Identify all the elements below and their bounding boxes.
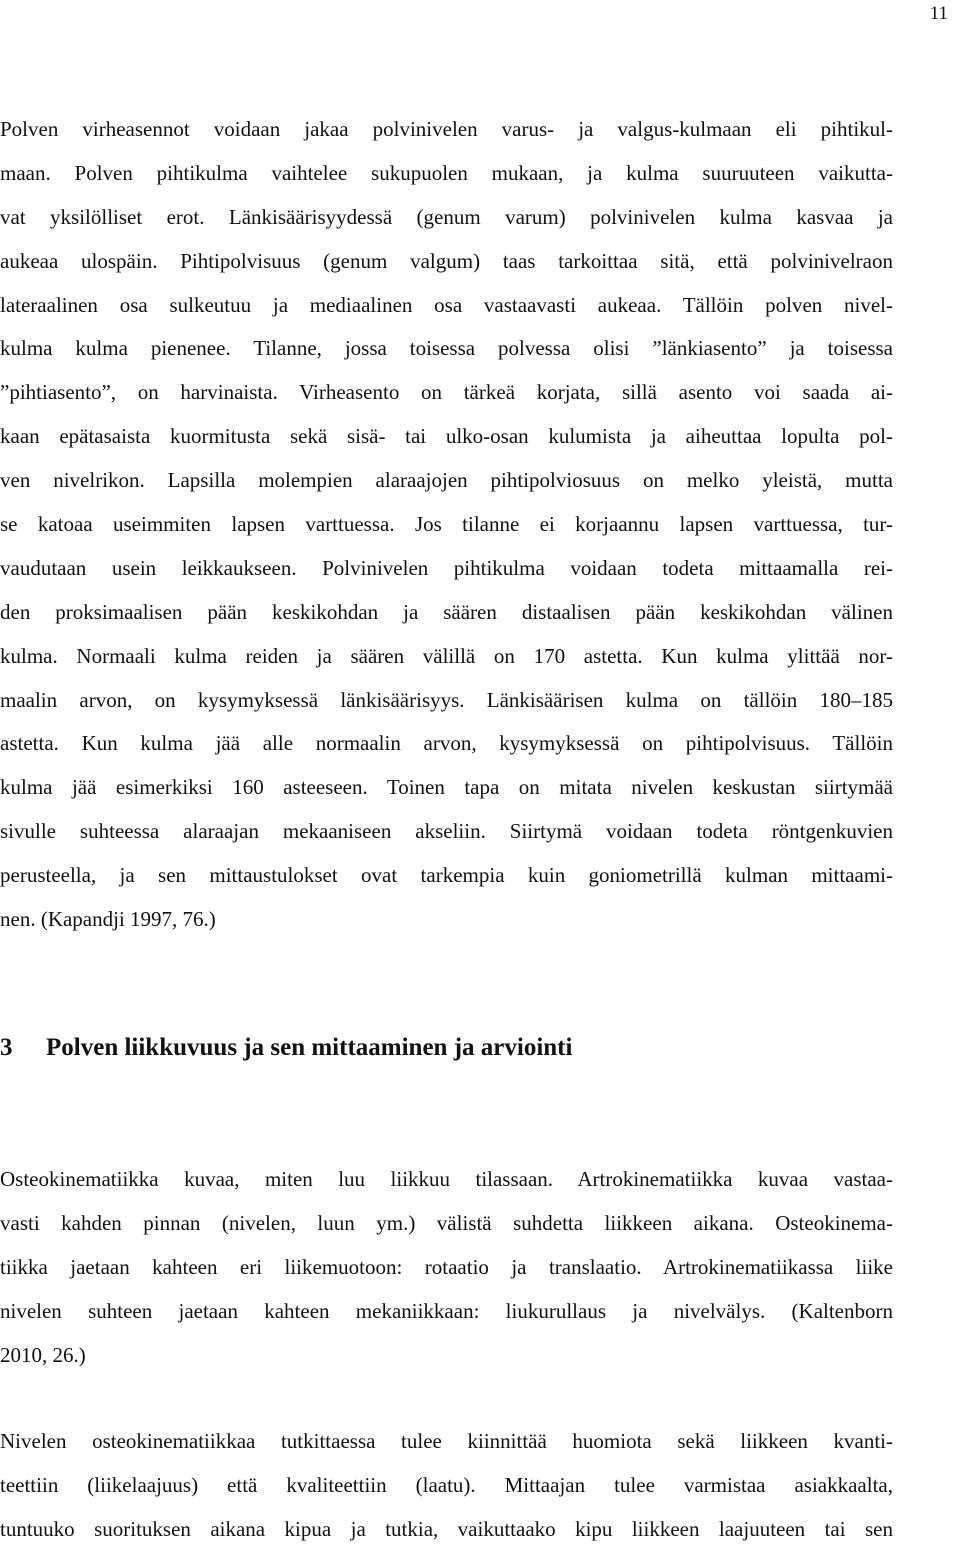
text-line: sivulle suhteessa alaraajan mekaaniseen akseliin. Siirtymä voidaan todeta röntgenkuvien xyxy=(0,819,893,844)
text-line: maan. Polven pihtikulma vaihtelee sukupuolen mukaan, ja kulma suuruuteen vaikutta- xyxy=(0,160,893,185)
text-line: se katoaa useimmiten lapsen varttuessa. Jos tilanne ei korjaannu lapsen varttuessa, tur- xyxy=(0,512,893,537)
section-title: Polven liikkuvuus ja sen mittaaminen ja arviointi xyxy=(46,1034,573,1061)
body-paragraph-2 xyxy=(0,1158,893,1377)
text-line: vat yksilölliset erot. Länkisäärisyydessä (genum varum) polvinivelen kulma kasvaa ja xyxy=(0,204,893,229)
text-line: maalin arvon, on kysymyksessä länkisäärisyys. Länkisäärisen kulma on tällöin 180–185 xyxy=(0,687,893,712)
text-line: teettiin (liikelaajuus) että kvaliteettiin (laatu). Mittaajan tulee varmistaa asiakkaalta, xyxy=(0,1472,893,1497)
section-number: 3 xyxy=(0,1034,13,1061)
body-paragraph-3 xyxy=(0,1420,893,1552)
text-line: ven nivelrikon. Lapsilla molempien alaraajojen pihtipolviosuus on melko yleistä, mutta xyxy=(0,468,893,493)
text-line: Nivelen osteokinematiikkaa tutkittaessa tulee kiinnittää huomiota sekä liikkeen kvanti- xyxy=(0,1429,893,1453)
text-line: 2010, 26.) xyxy=(0,1342,86,1367)
text-line: kaan epätasaista kuormitusta sekä sisä- tai ulko-osan kulumista ja aiheuttaa lopulta pol- xyxy=(0,424,893,449)
text-line: kulma kulma pienenee. Tilanne, jossa toisessa polvessa olisi ”länkiasento” ja toisessa xyxy=(0,336,893,361)
text-line: nivelen suhteen jaetaan kahteen mekaniikkaan: liukurullaus ja nivelvälys. (Kaltenborn xyxy=(0,1298,893,1323)
body-paragraph-1 xyxy=(0,108,893,942)
text-line: lateraalinen osa sulkeutuu ja mediaalinen osa vastaavasti aukeaa. Tällöin polven nivel- xyxy=(0,292,893,317)
text-line: ”pihtiasento”, on harvinaista. Virheasento on tärkeä korjata, sillä asento voi saada ai- xyxy=(0,380,893,405)
text-line: Osteokinematiikka kuvaa, miten luu liikkuu tilassaan. Artrokinematiikka kuvaa vastaa- xyxy=(0,1167,893,1191)
text-line: vaudutaan usein leikkaukseen. Polvinivelen pihtikulma voidaan todeta mittaamalla rei- xyxy=(0,555,893,580)
text-line: den proksimaalisen pään keskikohdan ja säären distaalisen pään keskikohdan välinen xyxy=(0,599,893,624)
text-line: aukeaa ulospäin. Pihtipolvisuus (genum valgum) taas tarkoittaa sitä, että polvinivelraon xyxy=(0,248,893,273)
text-line: vasti kahden pinnan (nivelen, luun ym.) välistä suhdetta liikkeen aikana. Osteokinema- xyxy=(0,1210,893,1235)
text-line: kulma. Normaali kulma reiden ja säären välillä on 170 astetta. Kun kulma ylittää nor- xyxy=(0,643,893,668)
text-line: nen. (Kapandji 1997, 76.) xyxy=(0,907,216,932)
text-line: perusteella, ja sen mittaustulokset ovat tarkempia kuin goniometrillä kulman mittaami- xyxy=(0,863,893,888)
section-heading xyxy=(0,1030,572,1066)
text-line: astetta. Kun kulma jää alle normaalin arvon, kysymyksessä on pihtipolvisuus. Tällöin xyxy=(0,731,893,756)
text-line: tiikka jaetaan kahteen eri liikemuotoon: rotaatio ja translaatio. Artrokinematiikassa liike xyxy=(0,1254,893,1279)
text-line: Polven virheasennot voidaan jakaa polvinivelen varus- ja valgus-kulmaan eli pihtikul- xyxy=(0,117,893,141)
text-line: tuntuuko suorituksen aikana kipua ja tutkia, vaikuttaako kipu liikkeen laajuuteen tai sen xyxy=(0,1516,893,1541)
page-number: 11 xyxy=(929,3,948,24)
text-line: kulma jää esimerkiksi 160 asteeseen. Toinen tapa on mitata nivelen keskustan siirtymää xyxy=(0,775,893,800)
